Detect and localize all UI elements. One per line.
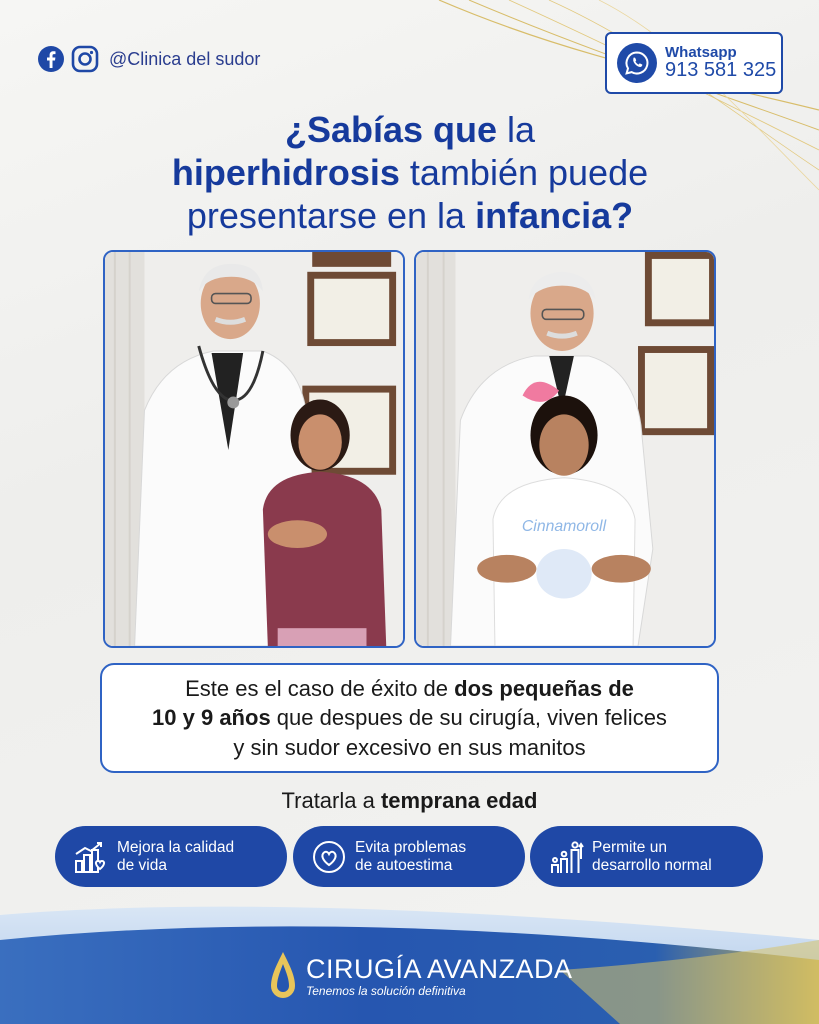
headline-text-3: presentarse en la (186, 195, 476, 237)
whatsapp-label: Whatsapp (665, 43, 737, 61)
early-treatment-heading (0, 788, 819, 814)
case-text-post: que despues de su cirugía, viven felices (270, 705, 667, 731)
headline-bold-3: infancia? (475, 195, 634, 237)
benefit-3-line1: Permite un (592, 838, 667, 856)
case-text-line3: y sin sudor excesivo en sus manitos (233, 734, 586, 760)
social-handle[interactable]: @Clinica del sudor (109, 48, 261, 69)
benefit-quality-of-life (55, 826, 287, 887)
headline-bold-2: hiperhidrosis (171, 152, 400, 194)
case-bold-2: 10 y 9 años (152, 705, 271, 731)
growth-chart-heart-icon (73, 839, 109, 875)
success-case-box (100, 663, 719, 773)
brand-tagline: Tenemos la solución definitiva (306, 984, 466, 998)
whatsapp-number[interactable]: 913 581 325 (665, 59, 777, 82)
social-header (37, 45, 260, 73)
benefit-1-line1: Mejora la calidad (117, 838, 235, 856)
headline-bold-1: ¿Sabías que (284, 109, 498, 150)
facebook-icon[interactable] (37, 45, 65, 73)
whatsapp-icon (617, 43, 657, 83)
benefit-normal-development (530, 826, 763, 887)
instagram-icon[interactable] (71, 45, 99, 73)
benefit-3-line2: desarrollo normal (592, 856, 712, 874)
benefit-self-esteem (293, 826, 525, 887)
brand-logo (268, 950, 573, 1002)
photo-doctor-with-girl-1 (103, 250, 405, 648)
flame-drop-icon (268, 950, 298, 1002)
heart-circle-icon (311, 839, 347, 875)
tratarla-pre: Tratarla a (281, 788, 381, 813)
benefit-1-line2: de vida (117, 856, 167, 874)
headline (80, 108, 740, 238)
case-text-pre: Este es el caso de éxito de (185, 676, 455, 702)
benefit-2-line2: de autoestima (355, 856, 453, 874)
headline-text-1: la (497, 109, 536, 150)
case-bold-1: dos pequeñas de (454, 676, 634, 702)
shirt-print-text: Cinnamoroll (521, 518, 607, 536)
headline-text-2: también puede (399, 152, 649, 194)
brand-name: CIRUGÍA AVANZADA (306, 954, 573, 984)
benefit-2-line1: Evita problemas (355, 838, 467, 856)
whatsapp-contact[interactable] (605, 32, 783, 94)
tratarla-bold: temprana edad (380, 788, 538, 813)
growing-people-icon (548, 839, 584, 875)
photo-doctor-with-girl-2 (414, 250, 716, 648)
